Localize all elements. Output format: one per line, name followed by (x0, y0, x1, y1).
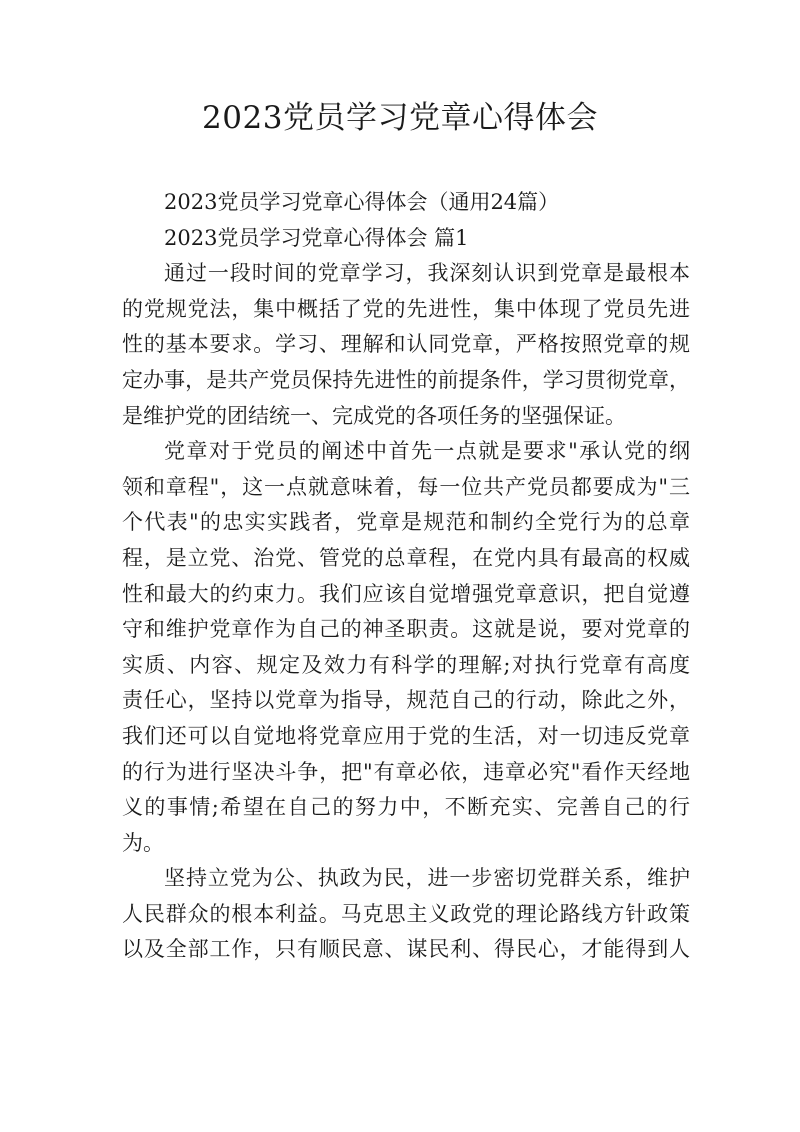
paragraph-line: 党章对于党员的阐述中首先一点就是要求"承认党的纲 (164, 439, 690, 464)
paragraph-line: 性的基本要求。学习、理解和认同党章，严格按照党章的规 (122, 332, 690, 357)
document-subtitle: 2023党员学习党章心得体会（通用24篇） (164, 190, 560, 214)
paragraph-line: 实质、内容、规定及效力有科学的理解;对执行党章有高度 (122, 652, 690, 677)
paragraph-line: 的行为进行坚决斗争，把"有章必依，违章必究"看作天经地 (122, 759, 690, 784)
paragraph-line: 性和最大的约束力。我们应该自觉增强党章意识，把自觉遵 (122, 581, 690, 606)
paragraph-line: 我们还可以自觉地将党章应用于党的生活，对一切违反党章 (122, 723, 690, 748)
document-title: 2023党员学习党章心得体会 (202, 100, 598, 136)
paragraph-line: 人民群众的根本利益。马克思主义政党的理论路线方针政策 (122, 901, 690, 926)
paragraph-2 (122, 434, 690, 861)
paragraph-line: 以及全部工作，只有顺民意、谋民利、得民心，才能得到人 (122, 937, 690, 962)
paragraph-line: 坚持立党为公、执政为民，进一步密切党群关系，维护 (164, 866, 690, 891)
paragraph-line: 领和章程"，这一点就意味着，每一位共产党员都要成为"三 (122, 474, 690, 499)
paragraph-line: 责任心，坚持以党章为指导，规范自己的行动，除此之外， (122, 688, 690, 713)
paragraph-line: 通过一段时间的党章学习，我深刻认识到党章是最根本 (164, 261, 690, 286)
paragraph-line: 义的事情;希望在自己的努力中，不断充实、完善自己的行 (122, 795, 690, 820)
paragraph-line: 个代表"的忠实实践者，党章是规范和制约全党行为的总章 (122, 510, 690, 535)
paragraph-line: 为。 (122, 830, 164, 855)
paragraph-line: 是维护党的团结统一、完成党的各项任务的坚强保证。 (122, 403, 626, 428)
paragraph-3 (122, 861, 690, 968)
paragraph-1 (122, 256, 690, 434)
document-body (122, 185, 690, 968)
paragraph-line: 定办事，是共产党员保持先进性的前提条件，学习贯彻党章， (122, 367, 690, 392)
section-heading: 2023党员学习党章心得体会 篇1 (164, 225, 469, 250)
paragraph-line: 程，是立党、治党、管党的总章程，在党内具有最高的权威 (122, 545, 690, 570)
paragraph-line: 守和维护党章作为自己的神圣职责。这就是说，要对党章的 (122, 617, 690, 642)
paragraph-line: 的党规党法，集中概括了党的先进性，集中体现了党员先进 (122, 296, 690, 321)
